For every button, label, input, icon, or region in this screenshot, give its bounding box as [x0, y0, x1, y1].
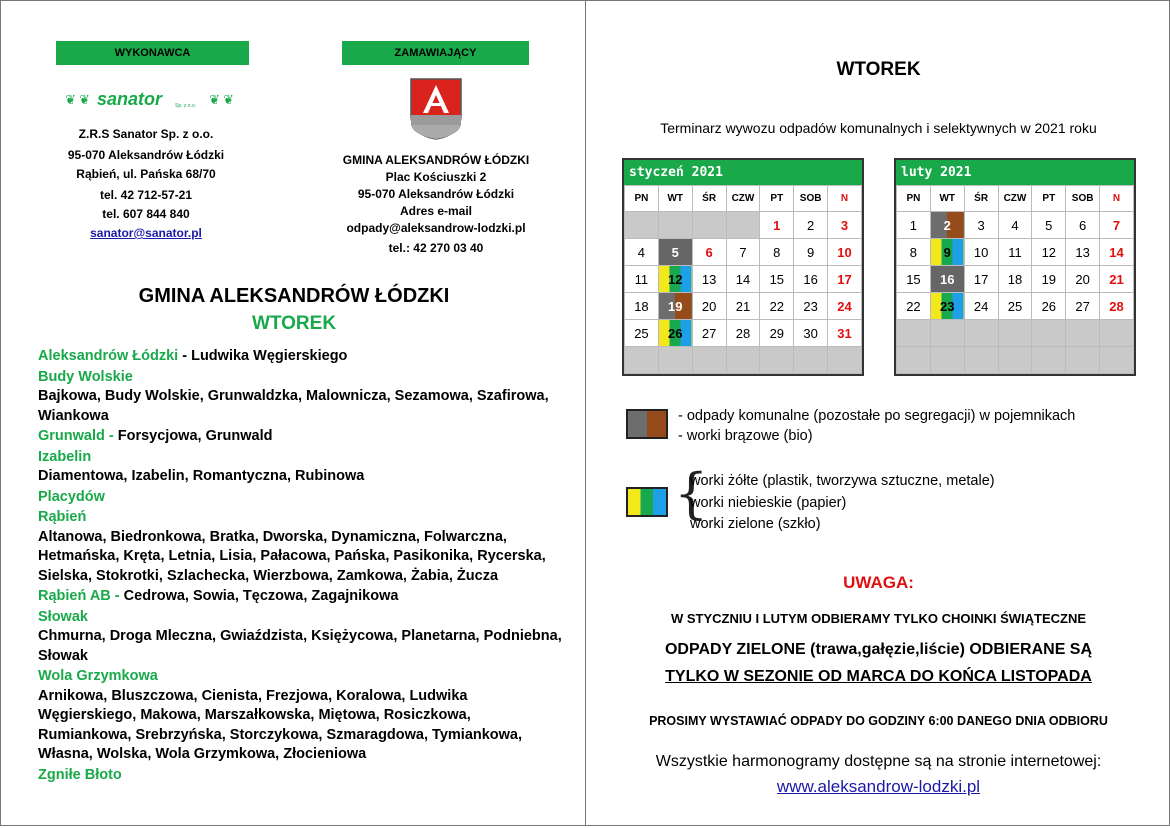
right-page [585, 0, 1170, 826]
empty-day-cell [930, 320, 964, 347]
ordering-label: ZAMAWIAJĄCY [342, 41, 529, 65]
legend-line: worki żółte (plastik, tworzywa sztuczne, metale) [690, 473, 995, 489]
day-cell: 26 [1032, 293, 1066, 320]
empty-day-cell [658, 347, 692, 374]
weekday-header: PN [897, 186, 931, 212]
day-cell: 10 [964, 239, 998, 266]
day-cell: 22 [760, 293, 794, 320]
weekday-header: PN [625, 186, 659, 212]
day-cell: 3 [828, 212, 862, 239]
empty-day-cell [760, 347, 794, 374]
sanator-logo [63, 87, 243, 111]
weekday-header: ŚR [964, 186, 998, 212]
day-cell: 24 [964, 293, 998, 320]
day-cell: 12 [1032, 239, 1066, 266]
logo-text: sanator [97, 89, 163, 109]
area-list [38, 347, 568, 786]
legend-mixed-bio-swatch [626, 409, 668, 439]
area-name: Zgniłe Błoto [38, 766, 122, 783]
contractor-info [31, 125, 261, 243]
weekday-header: SOB [1066, 186, 1100, 212]
coat-of-arms-icon [409, 77, 463, 141]
day-cell: 20 [692, 293, 726, 320]
area-item [38, 427, 568, 447]
calendar-month-title: luty 2021 [896, 160, 1134, 185]
empty-day-cell [692, 212, 726, 239]
empty-day-cell [964, 320, 998, 347]
day-cell: 11 [998, 239, 1032, 266]
legend-line: worki zielone (szkło) [690, 516, 821, 532]
contractor-label: WYKONAWCA [56, 41, 249, 65]
contractor-line: Rąbień, ul. Pańska 68/70 [76, 167, 216, 181]
schedule-subtitle: Terminarz wywozu odpadów komunalnych i selektywnych w 2021 roku [660, 120, 1097, 136]
day-cell: 7 [726, 239, 760, 266]
day-cell: 23 [794, 293, 828, 320]
day-cell: 25 [625, 320, 659, 347]
weekday-header: SOB [794, 186, 828, 212]
area-name: Wola Grzymkowa [38, 668, 158, 684]
day-cell: 21 [726, 293, 760, 320]
area-name: Budy Wolskie [38, 368, 133, 385]
legend-line: - odpady komunalne (pozostałe po segregacji) w pojemnikach [678, 408, 1076, 424]
area-item [38, 667, 568, 765]
contractor-email-link[interactable]: sanator@sanator.pl [90, 226, 202, 240]
area-item [38, 587, 568, 607]
weekday-header: CZW [726, 186, 760, 212]
area-name: Rąbień [38, 509, 87, 525]
legend-bags-swatch [626, 487, 668, 517]
empty-day-cell [1100, 347, 1134, 374]
day-cell: 31 [828, 320, 862, 347]
ordering-info [321, 152, 551, 257]
area-streets: Ludwika Węgierskiego [191, 348, 348, 364]
ordering-line: 95-070 Aleksandrów Łódzki [357, 187, 515, 201]
day-cell: 29 [760, 320, 794, 347]
day-cell: 2 [794, 212, 828, 239]
day-cell: 6 [1066, 212, 1100, 239]
area-separator: - [178, 348, 192, 364]
day-cell: 24 [828, 293, 862, 320]
weekday-header: ŚR [692, 186, 726, 212]
empty-day-cell [930, 347, 964, 374]
area-name: Rąbień AB - [38, 588, 124, 604]
area-streets: Chmurna, Droga Mleczna, Gwiaździsta, Księżycowa, Planetarna, Podniebna, Słowak [38, 628, 562, 664]
ordering-line: tel.: 42 270 03 40 [388, 241, 484, 255]
legend-line: - worki brązowe (bio) [678, 428, 813, 444]
day-cell: 13 [692, 266, 726, 293]
day-cell: 8 [760, 239, 794, 266]
day-cell: 11 [625, 266, 659, 293]
day-cell: 15 [760, 266, 794, 293]
day-cell: 14 [1100, 239, 1134, 266]
area-item [38, 508, 568, 586]
legend-line: worki niebieskie (papier) [690, 494, 847, 511]
day-cell: 9 [794, 239, 828, 266]
empty-day-cell [964, 347, 998, 374]
day-cell: 4 [998, 212, 1032, 239]
day-cell: 28 [726, 320, 760, 347]
day-title: WTOREK [251, 313, 337, 334]
day-cell: 5 [1032, 212, 1066, 239]
weekday-header: N [1100, 186, 1134, 212]
empty-day-cell [692, 347, 726, 374]
day-cell: 25 [998, 293, 1032, 320]
warning-green-waste: ODPADY ZIELONE (trawa,gałęzie,liście) ODBIERANE SĄ [664, 641, 1093, 658]
weekday-header: CZW [998, 186, 1032, 212]
day-cell: 20 [1066, 266, 1100, 293]
ordering-line: GMINA ALEKSANDRÓW ŁÓDZKI [342, 153, 530, 167]
area-name: Grunwald - [38, 428, 118, 444]
day-cell: 27 [692, 320, 726, 347]
empty-day-cell [658, 212, 692, 239]
area-name: Słowak [38, 608, 88, 625]
pickup-day-cell: 26 [658, 320, 692, 347]
calendar-february [894, 158, 1136, 376]
day-cell: 22 [897, 293, 931, 320]
day-cell: 27 [1066, 293, 1100, 320]
ordering-line: Plac Kościuszki 2 [385, 170, 487, 184]
svg-text:❦: ❦ [209, 93, 220, 108]
day-cell: 10 [828, 239, 862, 266]
day-cell: 1 [760, 212, 794, 239]
area-streets: Arnikowa, Bluszczowa, Cienista, Frezjowa, Koralowa, Ludwika Węgierskiego, Makowa, Marszałkowska, Miętowa, Rosiczkowa, Rumiankowa, Srebrzyńska, Storczykowa, Szmaragdowa, Tymiankowa, Własna, Wolska, Wola Grzymkowa, Złocieniowa [38, 687, 523, 762]
area-streets: Altanowa, Biedronkowa, Bratka, Dworska, Dynamiczna, Folwarczna, Hetmańska, Kręta, Letnia, Lisia, Pałacowa, Pańska, Pasikonika, Rycerska, Sielska, Stokrotki, Szlachecka, Wierzbowa, Zamkowa, Żabia, Żucza [38, 528, 546, 584]
day-cell: 3 [964, 212, 998, 239]
day-cell: 17 [964, 266, 998, 293]
area-item [38, 488, 568, 508]
pickup-day-cell: 19 [658, 293, 692, 320]
area-streets: Diamentowa, Izabelin, Romantyczna, Rubinowa [38, 468, 365, 484]
day-cell: 17 [828, 266, 862, 293]
website-link[interactable]: www.aleksandrow-lodzki.pl [776, 777, 981, 796]
svg-text:❦: ❦ [223, 93, 234, 108]
weekday-header: WT [658, 186, 692, 212]
brace-icon: { [674, 462, 709, 525]
warning-season: TYLKO W SEZONIE OD MARCA DO KOŃCA LISTOPADA [665, 668, 1092, 685]
website-text: Wszystkie harmonogramy dostępne są na stronie internetowej: [655, 753, 1102, 770]
area-name: Placydów [38, 488, 105, 505]
day-cell: 4 [625, 239, 659, 266]
warning-title: UWAGA: [843, 573, 914, 592]
area-streets: Bajkowa, Budy Wolskie, Grunwaldzka, Malownicza, Sezamowa, Szafirowa, Wiankowa [38, 388, 549, 424]
empty-day-cell [897, 347, 931, 374]
area-item [38, 766, 568, 786]
contractor-line: 95-070 Aleksandrów Łódzki [67, 148, 225, 162]
empty-day-cell [1100, 320, 1134, 347]
area-name: Aleksandrów Łódzki [38, 348, 179, 364]
empty-day-cell [998, 347, 1032, 374]
empty-day-cell [625, 212, 659, 239]
legend-bags [690, 471, 995, 536]
empty-day-cell [897, 320, 931, 347]
svg-text:❦: ❦ [79, 93, 90, 108]
left-page [0, 0, 586, 826]
pickup-day-cell: 2 [930, 212, 964, 239]
notice-time: PROSIMY WYSTAWIAĆ ODPADY DO GODZINY 6:00 DANEGO DNIA ODBIORU [649, 714, 1108, 728]
day-cell: 18 [998, 266, 1032, 293]
day-cell: 14 [726, 266, 760, 293]
calendar-january [622, 158, 864, 376]
weekday-header: PT [760, 186, 794, 212]
empty-day-cell [1032, 347, 1066, 374]
day-cell: 1 [897, 212, 931, 239]
pickup-day-cell: 5 [658, 239, 692, 266]
empty-day-cell [726, 212, 760, 239]
day-cell: 15 [897, 266, 931, 293]
area-streets: Forsycjowa, Grunwald [117, 428, 273, 444]
area-item [38, 448, 568, 487]
weekday-header: PT [1032, 186, 1066, 212]
ordering-line: Adres e-mail [399, 204, 473, 218]
day-cell: 6 [692, 239, 726, 266]
area-streets: Cedrowa, Sowia, Tęczowa, Zagajnikowa [123, 588, 399, 604]
empty-day-cell [1032, 320, 1066, 347]
empty-day-cell [1066, 347, 1100, 374]
contractor-line: tel. 42 712-57-21 [99, 188, 193, 202]
pickup-day-cell: 12 [658, 266, 692, 293]
empty-day-cell [1066, 320, 1100, 347]
day-cell: 16 [794, 266, 828, 293]
area-item [38, 608, 568, 667]
pickup-day-cell: 9 [930, 239, 964, 266]
day-heading: WTOREK [836, 59, 921, 80]
day-cell: 13 [1066, 239, 1100, 266]
calendar-month-title: styczeń 2021 [624, 160, 862, 185]
svg-text:❦: ❦ [65, 93, 76, 108]
empty-day-cell [726, 347, 760, 374]
contractor-line: Z.R.S Sanator Sp. z o.o. [78, 127, 214, 141]
empty-day-cell [828, 347, 862, 374]
legend-mixed-bio [678, 406, 1075, 446]
weekday-header: N [828, 186, 862, 212]
day-cell: 8 [897, 239, 931, 266]
area-item [38, 347, 568, 367]
pickup-day-cell: 23 [930, 293, 964, 320]
contractor-line: tel. 607 844 840 [102, 207, 190, 221]
empty-day-cell [998, 320, 1032, 347]
day-cell: 18 [625, 293, 659, 320]
area-name: Izabelin [38, 448, 92, 465]
day-cell: 30 [794, 320, 828, 347]
day-cell: 21 [1100, 266, 1134, 293]
ordering-line: odpady@aleksandrow-lodzki.pl [346, 221, 526, 235]
day-cell: 28 [1100, 293, 1134, 320]
empty-day-cell [794, 347, 828, 374]
logo-small: Sp. z o.o. [175, 103, 197, 109]
pickup-day-cell: 16 [930, 266, 964, 293]
weekday-header: WT [930, 186, 964, 212]
day-cell: 7 [1100, 212, 1134, 239]
area-item [38, 368, 568, 427]
day-cell: 19 [1032, 266, 1066, 293]
empty-day-cell [625, 347, 659, 374]
municipality-title: GMINA ALEKSANDRÓW ŁÓDZKI [138, 285, 450, 307]
warning-christmas-trees: W STYCZNIU I LUTYM ODBIERAMY TYLKO CHOINKI ŚWIĄTECZNE [670, 611, 1087, 626]
